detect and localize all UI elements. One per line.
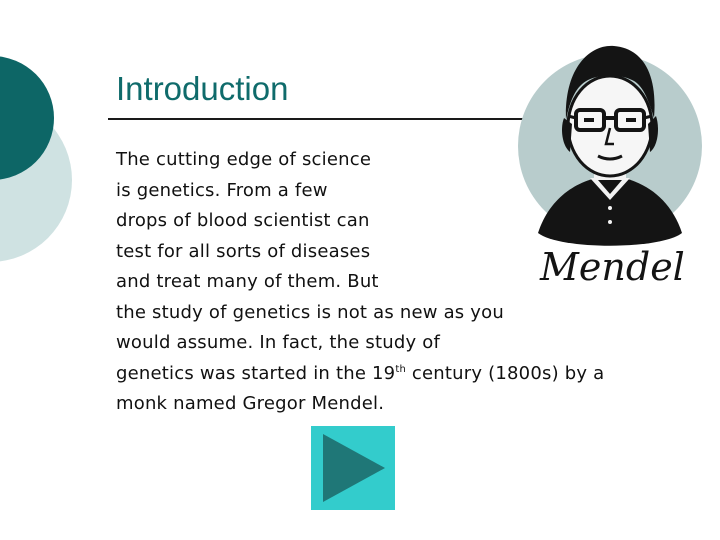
portrait-signature: Mendel: [540, 245, 685, 288]
corner-decoration: [0, 0, 120, 300]
title-underline: [108, 118, 528, 120]
slide-title: Introduction: [116, 70, 289, 107]
play-icon: [311, 426, 395, 510]
body-superscript: th: [395, 363, 407, 375]
body-text-part-2: century (1800s) by a monk named Gregor Mendel.: [116, 362, 605, 414]
next-slide-button[interactable]: [311, 426, 395, 510]
body-text-part-1: The cutting edge of science is genetics. From a few drops of blood scientist can test for all sorts of diseases and treat many of them. But the study of genetics is not as new as you would assume. In fact, the study of genetics was started in the 19: [116, 149, 504, 384]
slide-body: [116, 145, 706, 420]
